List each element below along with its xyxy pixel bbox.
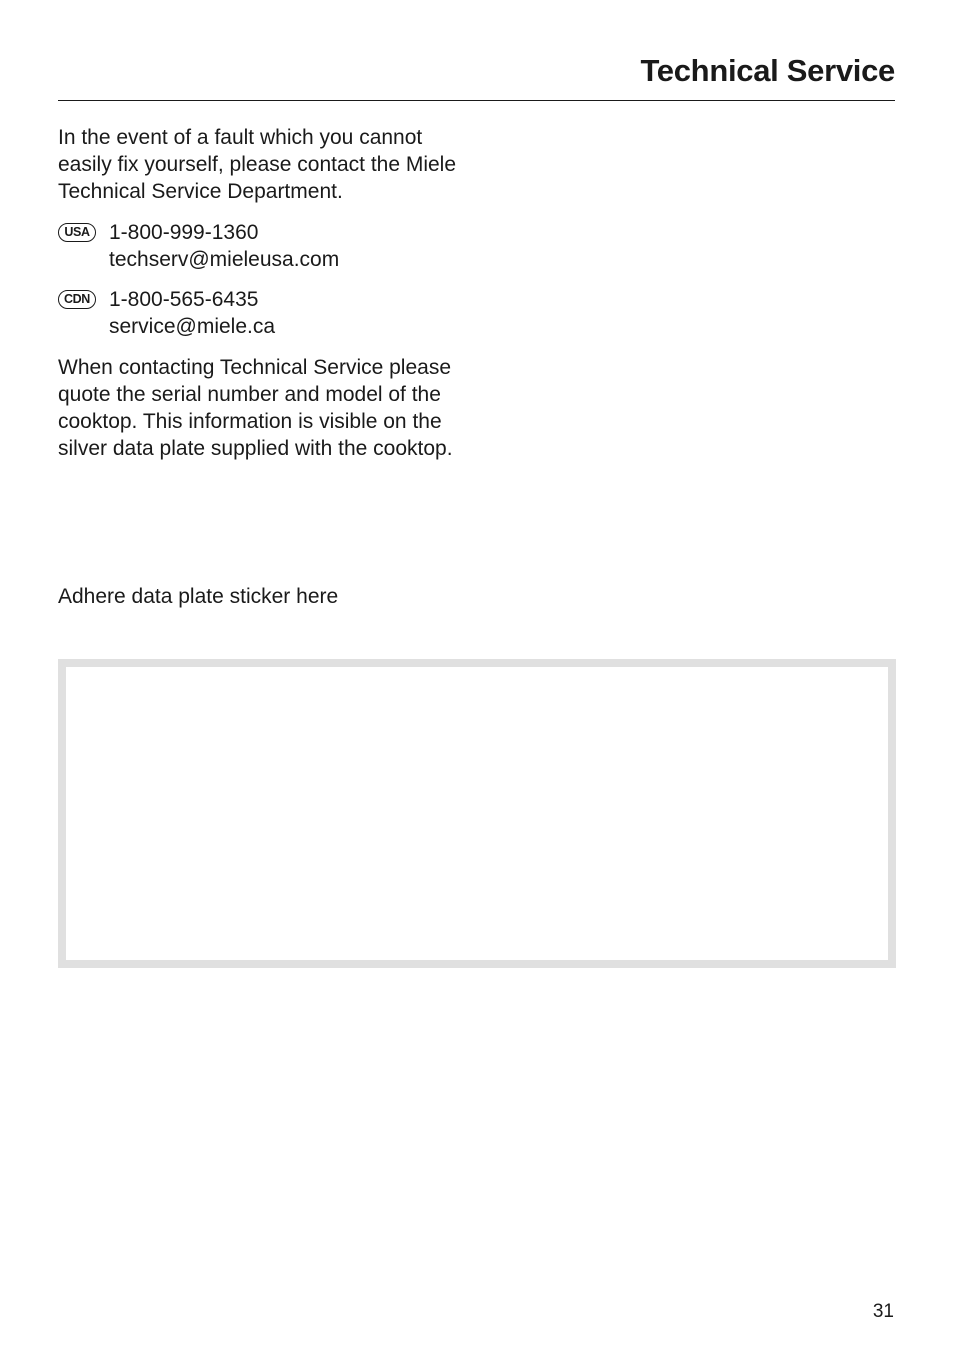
cdn-country-badge-icon: CDN <box>58 290 96 309</box>
canada-phone-number: 1-800-565-6435 <box>109 288 259 311</box>
contact-canada-details <box>109 286 275 340</box>
serial-number-note: When contacting Technical Service please quote the serial number and model of the cooktop. This information is visible on the silver data plate supplied with the cooktop. <box>58 356 453 460</box>
usa-phone-number: 1-800-999-1360 <box>109 221 259 244</box>
usa-email-address: techserv@mieleusa.com <box>109 248 340 271</box>
canada-email-address: service@miele.ca <box>109 315 276 338</box>
intro-paragraph: In the event of a fault which you cannot easily fix yourself, please contact the Miele Technical Service Department. <box>58 126 457 203</box>
data-plate-sticker-area <box>58 659 896 968</box>
page-number: 31 <box>872 1301 894 1322</box>
contact-usa-details <box>109 219 339 273</box>
usa-country-badge-icon: USA <box>58 223 96 242</box>
page-title: Technical Service <box>640 53 895 88</box>
title-divider <box>58 100 895 101</box>
sticker-label: Adhere data plate sticker here <box>58 585 339 608</box>
